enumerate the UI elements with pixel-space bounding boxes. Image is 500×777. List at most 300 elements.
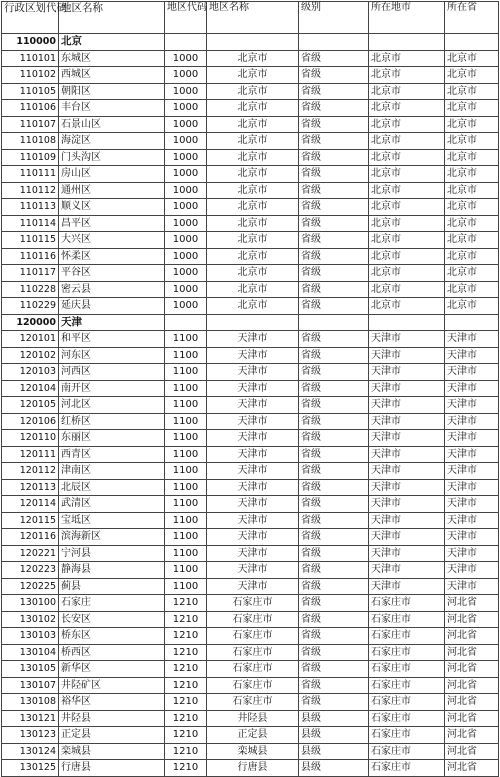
cell-city: 北京市 bbox=[369, 149, 445, 166]
cell-area-code: 1000 bbox=[165, 265, 207, 282]
table-row bbox=[2, 166, 499, 183]
cell-level: 省级 bbox=[299, 661, 369, 678]
cell-region-name: 行唐县 bbox=[59, 760, 165, 777]
cell-region-name: 武清区 bbox=[59, 496, 165, 513]
cell-region-name-2: 北京市 bbox=[207, 133, 299, 150]
cell-region-name-2: 北京市 bbox=[207, 67, 299, 84]
cell-province: 河北省 bbox=[445, 677, 499, 694]
cell-area-code: 1210 bbox=[165, 727, 207, 744]
cell-level: 省级 bbox=[299, 166, 369, 183]
cell-city: 石家庄市 bbox=[369, 760, 445, 777]
table-row bbox=[2, 496, 499, 513]
cell-level: 省级 bbox=[299, 380, 369, 397]
cell-province: 北京市 bbox=[445, 182, 499, 199]
cell-province: 天津市 bbox=[445, 430, 499, 447]
cell-area-code: 1100 bbox=[165, 380, 207, 397]
cell-region-name: 密云县 bbox=[59, 281, 165, 298]
table-row bbox=[2, 661, 499, 678]
cell-area-code: 1000 bbox=[165, 199, 207, 216]
cell-area-code: 1100 bbox=[165, 479, 207, 496]
cell-city bbox=[369, 314, 445, 331]
table-row bbox=[2, 578, 499, 595]
cell-region-name: 怀柔区 bbox=[59, 248, 165, 265]
cell-area-code: 1210 bbox=[165, 628, 207, 645]
table-row bbox=[2, 397, 499, 414]
cell-region-name-2: 天津市 bbox=[207, 446, 299, 463]
cell-level: 省级 bbox=[299, 281, 369, 298]
cell-level: 省级 bbox=[299, 364, 369, 381]
cell-region-name: 井陉矿区 bbox=[59, 677, 165, 694]
cell-city: 北京市 bbox=[369, 232, 445, 249]
cell-region-name: 滨海新区 bbox=[59, 529, 165, 546]
cell-level: 省级 bbox=[299, 133, 369, 150]
cell-region-name-2: 北京市 bbox=[207, 215, 299, 232]
cell-area-code: 1210 bbox=[165, 760, 207, 777]
cell-region-name-2: 天津市 bbox=[207, 364, 299, 381]
cell-region-name-2: 天津市 bbox=[207, 578, 299, 595]
cell-level: 省级 bbox=[299, 628, 369, 645]
table-row bbox=[2, 314, 499, 331]
table-row bbox=[2, 50, 499, 67]
cell-area-code: 1210 bbox=[165, 644, 207, 661]
cell-region-name-2: 天津市 bbox=[207, 347, 299, 364]
cell-region-name-2: 天津市 bbox=[207, 380, 299, 397]
cell-admin-code: 120106 bbox=[2, 413, 59, 430]
table-row bbox=[2, 628, 499, 645]
table-row bbox=[2, 545, 499, 562]
table-row bbox=[2, 265, 499, 282]
table-row bbox=[2, 529, 499, 546]
cell-city: 天津市 bbox=[369, 463, 445, 480]
table-row bbox=[2, 380, 499, 397]
table-row bbox=[2, 83, 499, 100]
cell-region-name: 石景山区 bbox=[59, 116, 165, 133]
cell-level bbox=[299, 314, 369, 331]
cell-admin-code: 130108 bbox=[2, 694, 59, 711]
cell-area-code: 1000 bbox=[165, 116, 207, 133]
cell-region-name-2: 天津市 bbox=[207, 512, 299, 529]
cell-province: 河北省 bbox=[445, 710, 499, 727]
cell-level: 县级 bbox=[299, 727, 369, 744]
cell-region-name-2: 天津市 bbox=[207, 413, 299, 430]
cell-area-code: 1100 bbox=[165, 512, 207, 529]
cell-area-code: 1000 bbox=[165, 248, 207, 265]
table-row bbox=[2, 34, 499, 51]
cell-level: 县级 bbox=[299, 760, 369, 777]
cell-province: 河北省 bbox=[445, 644, 499, 661]
cell-region-name: 顺义区 bbox=[59, 199, 165, 216]
cell-province: 天津市 bbox=[445, 347, 499, 364]
cell-city: 石家庄市 bbox=[369, 694, 445, 711]
table-row bbox=[2, 100, 499, 117]
cell-level: 省级 bbox=[299, 50, 369, 67]
cell-city: 石家庄市 bbox=[369, 611, 445, 628]
cell-city: 北京市 bbox=[369, 83, 445, 100]
cell-region-name-2: 天津市 bbox=[207, 545, 299, 562]
cell-area-code: 1100 bbox=[165, 413, 207, 430]
cell-level: 省级 bbox=[299, 595, 369, 612]
cell-region-name-2: 天津市 bbox=[207, 496, 299, 513]
cell-province: 北京市 bbox=[445, 215, 499, 232]
cell-admin-code: 130125 bbox=[2, 760, 59, 777]
cell-area-code: 1100 bbox=[165, 578, 207, 595]
cell-city: 北京市 bbox=[369, 281, 445, 298]
cell-region-name: 天津 bbox=[59, 314, 165, 331]
cell-region-name-2: 北京市 bbox=[207, 265, 299, 282]
cell-province: 天津市 bbox=[445, 545, 499, 562]
cell-level: 省级 bbox=[299, 496, 369, 513]
cell-area-code: 1100 bbox=[165, 347, 207, 364]
cell-level: 省级 bbox=[299, 694, 369, 711]
cell-city: 北京市 bbox=[369, 298, 445, 315]
cell-province: 北京市 bbox=[445, 199, 499, 216]
cell-admin-code: 110111 bbox=[2, 166, 59, 183]
cell-level: 省级 bbox=[299, 529, 369, 546]
cell-level: 省级 bbox=[299, 331, 369, 348]
cell-region-name: 桥东区 bbox=[59, 628, 165, 645]
cell-province: 河北省 bbox=[445, 727, 499, 744]
cell-region-name: 河北区 bbox=[59, 397, 165, 414]
cell-city: 北京市 bbox=[369, 182, 445, 199]
cell-admin-code: 110102 bbox=[2, 67, 59, 84]
cell-province: 天津市 bbox=[445, 512, 499, 529]
cell-region-name-2: 北京市 bbox=[207, 149, 299, 166]
cell-area-code: 1000 bbox=[165, 100, 207, 117]
cell-city: 石家庄市 bbox=[369, 677, 445, 694]
cell-region-name-2: 北京市 bbox=[207, 298, 299, 315]
cell-area-code: 1100 bbox=[165, 562, 207, 579]
cell-admin-code: 120104 bbox=[2, 380, 59, 397]
cell-admin-code: 110105 bbox=[2, 83, 59, 100]
cell-admin-code: 130105 bbox=[2, 661, 59, 678]
cell-level: 省级 bbox=[299, 116, 369, 133]
cell-province: 天津市 bbox=[445, 364, 499, 381]
cell-region-name-2: 天津市 bbox=[207, 463, 299, 480]
cell-admin-code: 110108 bbox=[2, 133, 59, 150]
cell-province: 河北省 bbox=[445, 628, 499, 645]
cell-province: 北京市 bbox=[445, 83, 499, 100]
cell-city: 北京市 bbox=[369, 248, 445, 265]
cell-admin-code: 110112 bbox=[2, 182, 59, 199]
cell-level: 省级 bbox=[299, 248, 369, 265]
cell-region-name-2: 天津市 bbox=[207, 430, 299, 447]
cell-area-code: 1000 bbox=[165, 166, 207, 183]
cell-region-name-2: 石家庄市 bbox=[207, 661, 299, 678]
cell-region-name: 西城区 bbox=[59, 67, 165, 84]
cell-region-name-2: 北京市 bbox=[207, 182, 299, 199]
cell-province: 北京市 bbox=[445, 281, 499, 298]
cell-admin-code: 120114 bbox=[2, 496, 59, 513]
cell-province: 北京市 bbox=[445, 100, 499, 117]
cell-area-code: 1210 bbox=[165, 710, 207, 727]
cell-area-code: 1100 bbox=[165, 496, 207, 513]
cell-admin-code: 120116 bbox=[2, 529, 59, 546]
cell-area-code: 1210 bbox=[165, 595, 207, 612]
table-row bbox=[2, 512, 499, 529]
cell-area-code: 1000 bbox=[165, 67, 207, 84]
cell-region-name-2: 北京市 bbox=[207, 248, 299, 265]
cell-city: 北京市 bbox=[369, 100, 445, 117]
cell-region-name: 北京 bbox=[59, 34, 165, 51]
table-row bbox=[2, 331, 499, 348]
cell-province: 北京市 bbox=[445, 116, 499, 133]
table-row bbox=[2, 149, 499, 166]
cell-level: 省级 bbox=[299, 83, 369, 100]
cell-level: 省级 bbox=[299, 265, 369, 282]
cell-admin-code: 120000 bbox=[2, 314, 59, 331]
cell-city: 北京市 bbox=[369, 50, 445, 67]
cell-level: 省级 bbox=[299, 149, 369, 166]
cell-city: 北京市 bbox=[369, 166, 445, 183]
cell-city: 石家庄市 bbox=[369, 628, 445, 645]
table-row bbox=[2, 760, 499, 777]
cell-region-name-2: 北京市 bbox=[207, 50, 299, 67]
cell-area-code: 1000 bbox=[165, 281, 207, 298]
cell-admin-code: 130104 bbox=[2, 644, 59, 661]
cell-area-code: 1100 bbox=[165, 397, 207, 414]
cell-area-code: 1000 bbox=[165, 215, 207, 232]
table-row bbox=[2, 182, 499, 199]
cell-province: 北京市 bbox=[445, 67, 499, 84]
cell-region-name: 长安区 bbox=[59, 611, 165, 628]
cell-admin-code: 110107 bbox=[2, 116, 59, 133]
cell-area-code: 1100 bbox=[165, 430, 207, 447]
cell-area-code: 1000 bbox=[165, 133, 207, 150]
cell-city: 石家庄市 bbox=[369, 595, 445, 612]
cell-area-code: 1000 bbox=[165, 83, 207, 100]
table-row bbox=[2, 644, 499, 661]
cell-province: 北京市 bbox=[445, 166, 499, 183]
cell-city: 石家庄市 bbox=[369, 661, 445, 678]
cell-city: 天津市 bbox=[369, 430, 445, 447]
cell-province: 天津市 bbox=[445, 446, 499, 463]
cell-admin-code: 120115 bbox=[2, 512, 59, 529]
cell-province: 天津市 bbox=[445, 331, 499, 348]
cell-city: 北京市 bbox=[369, 215, 445, 232]
cell-level: 省级 bbox=[299, 463, 369, 480]
cell-city: 天津市 bbox=[369, 562, 445, 579]
cell-admin-code: 130100 bbox=[2, 595, 59, 612]
cell-region-name: 昌平区 bbox=[59, 215, 165, 232]
cell-city: 北京市 bbox=[369, 67, 445, 84]
table-row bbox=[2, 677, 499, 694]
cell-area-code: 1100 bbox=[165, 364, 207, 381]
cell-region-name-2 bbox=[207, 34, 299, 51]
cell-region-name: 平谷区 bbox=[59, 265, 165, 282]
cell-area-code: 1000 bbox=[165, 50, 207, 67]
cell-region-name-2: 石家庄市 bbox=[207, 628, 299, 645]
table-row bbox=[2, 232, 499, 249]
cell-level: 县级 bbox=[299, 743, 369, 760]
cell-region-name-2: 北京市 bbox=[207, 100, 299, 117]
cell-city: 石家庄市 bbox=[369, 644, 445, 661]
cell-level: 省级 bbox=[299, 611, 369, 628]
cell-city: 天津市 bbox=[369, 331, 445, 348]
table-row bbox=[2, 694, 499, 711]
cell-level: 省级 bbox=[299, 512, 369, 529]
cell-region-name: 西青区 bbox=[59, 446, 165, 463]
table-row bbox=[2, 562, 499, 579]
cell-province: 天津市 bbox=[445, 413, 499, 430]
cell-level: 省级 bbox=[299, 232, 369, 249]
cell-region-name-2: 北京市 bbox=[207, 116, 299, 133]
cell-admin-code: 110115 bbox=[2, 232, 59, 249]
cell-level: 省级 bbox=[299, 298, 369, 315]
cell-level: 省级 bbox=[299, 430, 369, 447]
cell-region-name-2: 天津市 bbox=[207, 479, 299, 496]
cell-admin-code: 120112 bbox=[2, 463, 59, 480]
cell-region-name: 石家庄 bbox=[59, 595, 165, 612]
cell-region-name: 房山区 bbox=[59, 166, 165, 183]
table-row bbox=[2, 710, 499, 727]
cell-admin-code: 120225 bbox=[2, 578, 59, 595]
cell-area-code: 1210 bbox=[165, 677, 207, 694]
cell-admin-code: 120105 bbox=[2, 397, 59, 414]
cell-province: 北京市 bbox=[445, 232, 499, 249]
cell-city: 北京市 bbox=[369, 133, 445, 150]
header-city: 所在地市 bbox=[369, 2, 445, 34]
cell-city: 天津市 bbox=[369, 479, 445, 496]
cell-province: 天津市 bbox=[445, 529, 499, 546]
cell-city: 石家庄市 bbox=[369, 743, 445, 760]
cell-province: 天津市 bbox=[445, 562, 499, 579]
cell-city: 天津市 bbox=[369, 545, 445, 562]
cell-region-name: 红桥区 bbox=[59, 413, 165, 430]
cell-admin-code: 110228 bbox=[2, 281, 59, 298]
header-province: 所在省 bbox=[445, 2, 499, 34]
cell-level: 省级 bbox=[299, 100, 369, 117]
cell-province: 河北省 bbox=[445, 595, 499, 612]
table-body bbox=[2, 34, 499, 777]
cell-level bbox=[299, 34, 369, 51]
table-row bbox=[2, 479, 499, 496]
cell-region-name-2: 石家庄市 bbox=[207, 677, 299, 694]
header-row bbox=[2, 2, 499, 34]
cell-region-name: 静海县 bbox=[59, 562, 165, 579]
header-area-code: 地区代码 bbox=[165, 2, 207, 34]
cell-province: 河北省 bbox=[445, 743, 499, 760]
cell-level: 县级 bbox=[299, 710, 369, 727]
table-row bbox=[2, 199, 499, 216]
table-row bbox=[2, 463, 499, 480]
cell-region-name-2: 北京市 bbox=[207, 83, 299, 100]
cell-level: 省级 bbox=[299, 215, 369, 232]
cell-province: 天津市 bbox=[445, 496, 499, 513]
cell-area-code: 1000 bbox=[165, 298, 207, 315]
cell-admin-code: 120111 bbox=[2, 446, 59, 463]
cell-area-code: 1000 bbox=[165, 182, 207, 199]
cell-region-name: 裕华区 bbox=[59, 694, 165, 711]
table-row bbox=[2, 281, 499, 298]
cell-admin-code: 130103 bbox=[2, 628, 59, 645]
cell-city: 北京市 bbox=[369, 116, 445, 133]
cell-region-name-2: 行唐县 bbox=[207, 760, 299, 777]
cell-province: 北京市 bbox=[445, 265, 499, 282]
cell-region-name-2 bbox=[207, 314, 299, 331]
cell-city: 天津市 bbox=[369, 529, 445, 546]
cell-level: 省级 bbox=[299, 397, 369, 414]
cell-region-name: 东城区 bbox=[59, 50, 165, 67]
cell-city: 天津市 bbox=[369, 512, 445, 529]
cell-region-name-2: 正定县 bbox=[207, 727, 299, 744]
cell-region-name-2: 北京市 bbox=[207, 232, 299, 249]
table-row bbox=[2, 215, 499, 232]
cell-region-name: 正定县 bbox=[59, 727, 165, 744]
table-row bbox=[2, 611, 499, 628]
cell-region-name: 栾城县 bbox=[59, 743, 165, 760]
table-row bbox=[2, 116, 499, 133]
cell-city: 天津市 bbox=[369, 364, 445, 381]
cell-admin-code: 110113 bbox=[2, 199, 59, 216]
region-code-table bbox=[1, 1, 499, 777]
cell-region-name: 宝坻区 bbox=[59, 512, 165, 529]
cell-region-name-2: 天津市 bbox=[207, 397, 299, 414]
cell-region-name: 和平区 bbox=[59, 331, 165, 348]
cell-city: 天津市 bbox=[369, 578, 445, 595]
table-row bbox=[2, 595, 499, 612]
cell-admin-code: 120103 bbox=[2, 364, 59, 381]
cell-region-name-2: 井陉县 bbox=[207, 710, 299, 727]
cell-city: 天津市 bbox=[369, 413, 445, 430]
cell-region-name-2: 北京市 bbox=[207, 281, 299, 298]
cell-area-code: 1210 bbox=[165, 661, 207, 678]
cell-level: 省级 bbox=[299, 67, 369, 84]
cell-admin-code: 110117 bbox=[2, 265, 59, 282]
cell-admin-code: 130102 bbox=[2, 611, 59, 628]
cell-admin-code: 110101 bbox=[2, 50, 59, 67]
cell-admin-code: 130124 bbox=[2, 743, 59, 760]
header-level: 级别 bbox=[299, 2, 369, 34]
cell-admin-code: 120113 bbox=[2, 479, 59, 496]
cell-region-name-2: 石家庄市 bbox=[207, 644, 299, 661]
cell-region-name-2: 石家庄市 bbox=[207, 694, 299, 711]
cell-admin-code: 130107 bbox=[2, 677, 59, 694]
cell-area-code: 1210 bbox=[165, 611, 207, 628]
cell-level: 省级 bbox=[299, 578, 369, 595]
cell-city: 天津市 bbox=[369, 496, 445, 513]
cell-level: 省级 bbox=[299, 199, 369, 216]
cell-city: 石家庄市 bbox=[369, 710, 445, 727]
cell-level: 省级 bbox=[299, 644, 369, 661]
cell-city: 天津市 bbox=[369, 446, 445, 463]
cell-level: 省级 bbox=[299, 677, 369, 694]
table-row bbox=[2, 298, 499, 315]
header-region-name-2: 地区名称 bbox=[207, 2, 299, 34]
cell-region-name: 宁河县 bbox=[59, 545, 165, 562]
cell-region-name-2: 天津市 bbox=[207, 562, 299, 579]
cell-region-name: 大兴区 bbox=[59, 232, 165, 249]
cell-province bbox=[445, 34, 499, 51]
cell-region-name: 通州区 bbox=[59, 182, 165, 199]
cell-province: 天津市 bbox=[445, 479, 499, 496]
cell-city: 北京市 bbox=[369, 265, 445, 282]
cell-area-code: 1210 bbox=[165, 694, 207, 711]
cell-admin-code: 120102 bbox=[2, 347, 59, 364]
cell-level: 省级 bbox=[299, 446, 369, 463]
cell-level: 省级 bbox=[299, 413, 369, 430]
cell-region-name: 北辰区 bbox=[59, 479, 165, 496]
table-row bbox=[2, 248, 499, 265]
cell-level: 省级 bbox=[299, 479, 369, 496]
table-row bbox=[2, 347, 499, 364]
cell-region-name: 新华区 bbox=[59, 661, 165, 678]
table-row bbox=[2, 364, 499, 381]
cell-region-name: 桥西区 bbox=[59, 644, 165, 661]
table-row bbox=[2, 743, 499, 760]
cell-province bbox=[445, 314, 499, 331]
cell-area-code: 1000 bbox=[165, 149, 207, 166]
cell-level: 省级 bbox=[299, 562, 369, 579]
